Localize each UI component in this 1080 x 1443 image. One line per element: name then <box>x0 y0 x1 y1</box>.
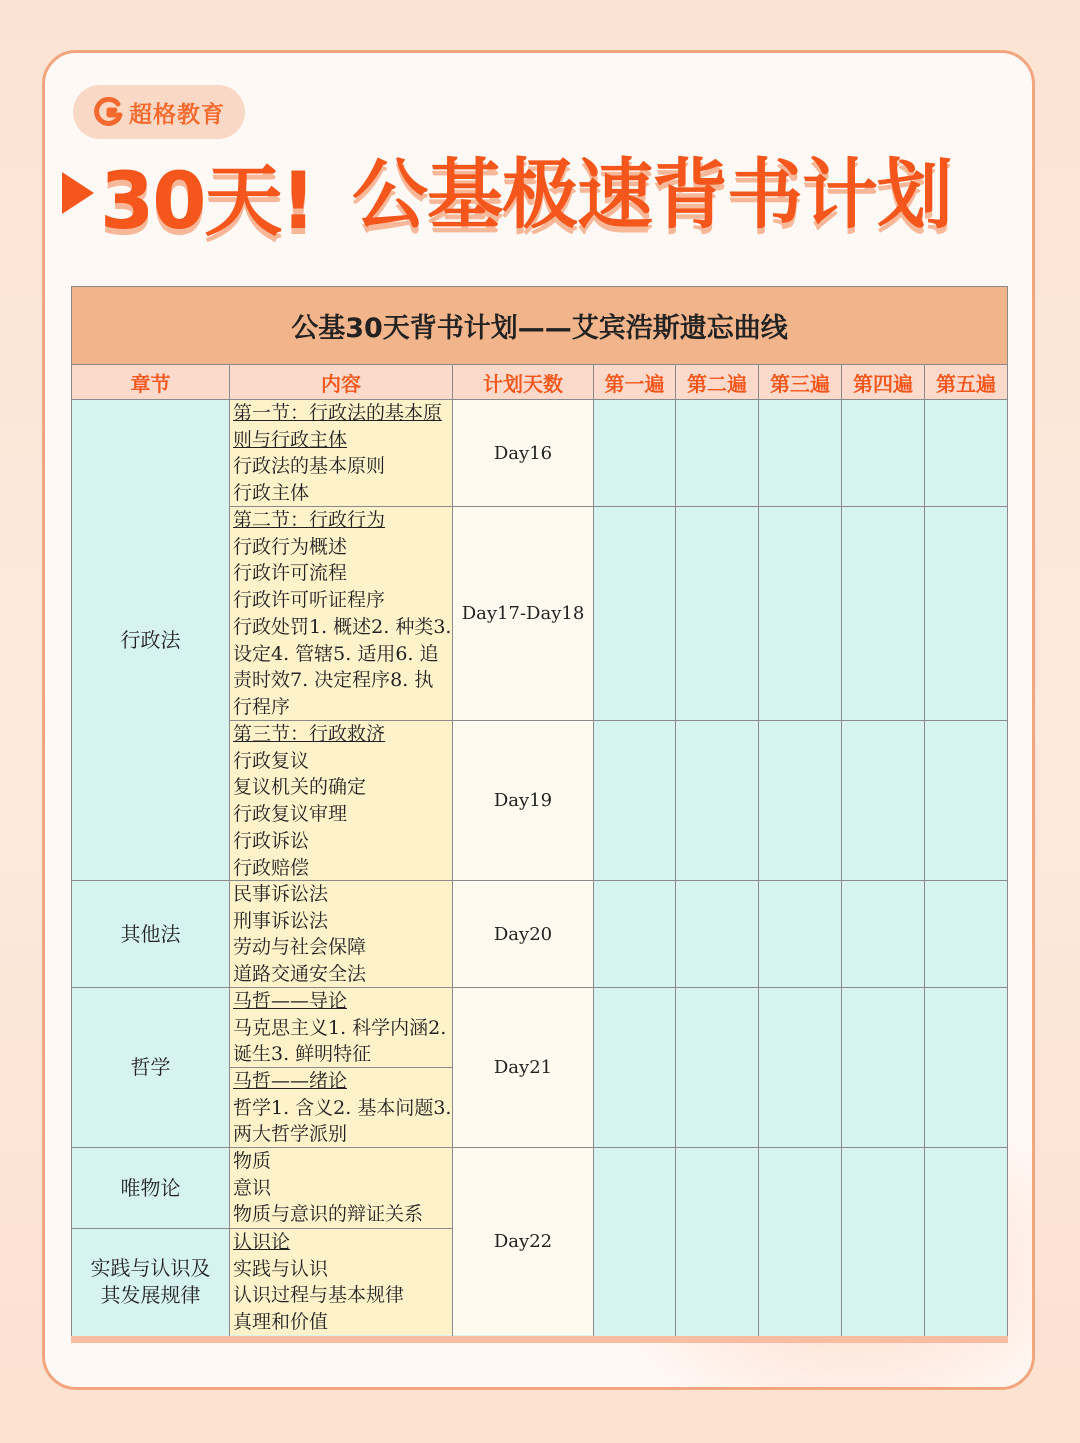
grid-line <box>924 365 925 1336</box>
day-cell: Day16 <box>453 400 593 506</box>
content-line: 行政诉讼 <box>233 829 310 852</box>
grid-line <box>72 987 1007 988</box>
section-subtitle: 马哲——绪论 <box>233 1070 348 1092</box>
day-cell: Day22 <box>453 1148 593 1335</box>
section-subtitle: 马哲——导论 <box>233 990 348 1012</box>
day-cell: Day19 <box>453 721 593 880</box>
table-title: 公基30天背书计划——艾宾浩斯遗忘曲线 <box>72 287 1007 365</box>
section-subtitle: 第二节：行政行为 <box>233 509 386 531</box>
day-cell: Day17-Day18 <box>453 507 593 720</box>
content-line: 道路交通安全法 <box>233 963 367 986</box>
content-line: 真理和价值 <box>233 1311 329 1334</box>
content-line: 复议机关的确定 <box>233 776 367 799</box>
grid-line <box>229 365 230 1336</box>
brand-pill <box>73 85 245 139</box>
grid-line <box>230 720 1007 721</box>
content-line: 认识过程与基本规律 <box>233 1284 405 1307</box>
header-days: 计划天数 <box>453 365 593 400</box>
header-chapter: 章节 <box>72 365 229 400</box>
content-line: 物质 <box>233 1150 272 1172</box>
page-title: 公基极速背书计划 <box>352 150 952 239</box>
content-line: 行政赔偿 <box>233 856 310 879</box>
content-line: 行政行为概述 <box>233 535 348 558</box>
grid-line <box>72 1147 1007 1148</box>
section-subtitle: 认识论 <box>233 1231 291 1253</box>
header-pass-1: 第一遍 <box>594 365 675 400</box>
content-line: 行政处罚1. 概述2. 种类3. 设定4. 管辖5. 适用6. 追责时效7. 决定程序8. 执行程序 <box>233 615 452 718</box>
chapter-cell: 哲学 <box>130 1055 171 1079</box>
content-line: 刑事诉讼法 <box>233 909 329 932</box>
grid-line <box>758 365 759 1336</box>
grid-line <box>72 880 1007 881</box>
header-pass-3: 第三遍 <box>759 365 841 400</box>
header-pass-2: 第二遍 <box>676 365 758 400</box>
header-pass-5: 第五遍 <box>925 365 1007 400</box>
content-line: 行政法的基本原则 <box>233 455 386 478</box>
grid-line <box>841 365 842 1336</box>
chapter-cell: 实践与认识及 其发展规律 <box>90 1256 211 1307</box>
content-line: 行政主体 <box>233 482 310 505</box>
brand-name: 超格教育 <box>129 101 225 128</box>
content-cell <box>230 1068 452 1147</box>
content-line: 行政复议 <box>233 749 310 772</box>
grid-line <box>593 365 594 1336</box>
title-row <box>62 145 314 245</box>
content-line: 劳动与社会保障 <box>233 936 367 959</box>
content-line: 物质与意识的辩证关系 <box>233 1203 424 1226</box>
content-cell <box>230 881 452 987</box>
content-line: 民事诉讼法 <box>233 883 329 905</box>
table-bottom-bar <box>71 1336 1008 1343</box>
grid-line <box>675 365 676 1336</box>
header-content: 内容 <box>230 365 452 400</box>
chapter-cell: 唯物论 <box>120 1175 181 1200</box>
play-triangle-icon <box>62 172 94 214</box>
content-cell <box>230 1148 452 1228</box>
day-cell: Day20 <box>453 881 593 987</box>
content-line: 实践与认识 <box>233 1257 329 1280</box>
content-cell <box>230 1229 452 1335</box>
brand-g-logo-icon <box>91 95 125 129</box>
content-cell <box>230 507 452 720</box>
section-subtitle: 第一节：行政法的基本原则与行政主体 <box>233 402 443 451</box>
content-line: 行政复议审理 <box>233 803 348 826</box>
section-subtitle: 第三节：行政救济 <box>233 723 386 745</box>
title-number: 30天! <box>100 157 315 247</box>
content-line: 意识 <box>233 1176 272 1199</box>
content-line: 行政许可听证程序 <box>233 589 386 612</box>
content-line: 哲学1. 含义2. 基本问题3. 两大哲学派别 <box>233 1096 452 1146</box>
grid-line <box>230 1067 452 1068</box>
content-line: 马克思主义1. 科学内涵2. 诞生3. 鲜明特征 <box>233 1016 447 1066</box>
content-line: 行政许可流程 <box>233 562 348 585</box>
day-cell: Day21 <box>453 988 593 1147</box>
grid-line <box>72 1228 453 1229</box>
study-plan-table <box>71 286 1008 1343</box>
content-cell <box>230 988 452 1067</box>
grid-line <box>452 365 453 1336</box>
chapter-cell: 其他法 <box>120 921 181 946</box>
content-cell <box>230 721 452 880</box>
chapter-cell: 行政法 <box>120 627 181 652</box>
grid-line <box>230 506 1007 507</box>
header-pass-4: 第四遍 <box>842 365 924 400</box>
content-cell <box>230 400 452 506</box>
